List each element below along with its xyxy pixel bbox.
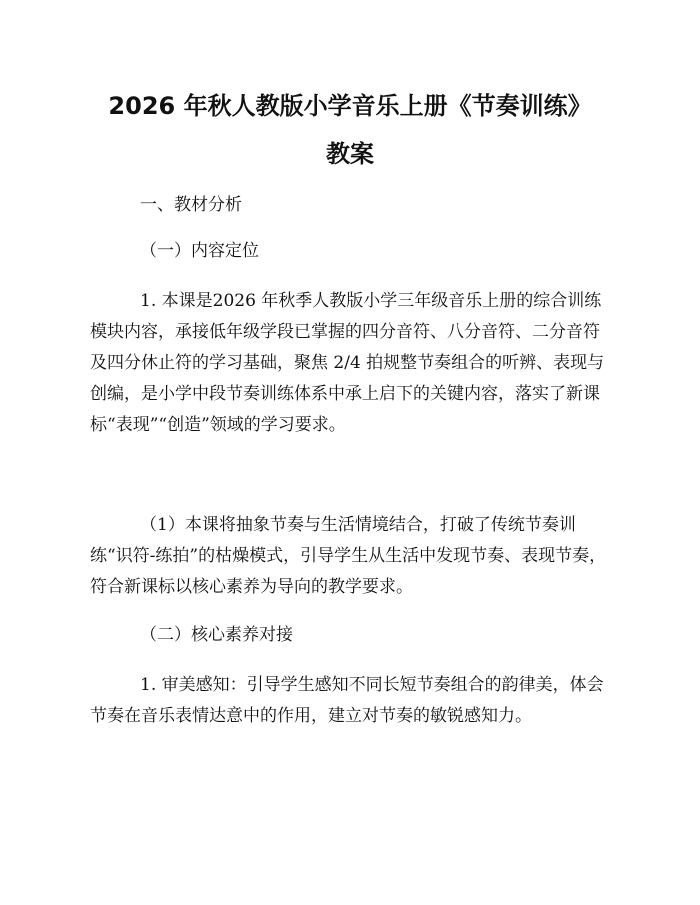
subsection-heading-core-literacy: （二）核心素养对接 <box>140 625 293 645</box>
section-heading-analysis: 一、教材分析 <box>140 195 242 215</box>
document-title-line2: 教案 <box>326 140 374 168</box>
document-title-line1: 2026 年秋人教版小学音乐上册《节奏训练》 <box>108 92 592 120</box>
subsection-heading-positioning: （一）内容定位 <box>140 241 259 261</box>
paragraph-innovation-note: （1）本课将抽象节奏与生活情境结合，打破了传统节奏训练“识符-练拍”的枯燥模式，引导学生从生活中发现节奏、表现节奏，符合新课标以核心素养为导向的教学要求。 <box>90 515 607 597</box>
paragraph-content-positioning: 1. 本课是2026 年秋季人教版小学三年级音乐上册的综合训练模块内容，承接低年级学段已掌握的四分音符、八分音符、二分音符及四分休止符的学习基础，聚焦 2/4 拍规整节奏组合的听辨、表现与创编，是小学中段节奏训练体系中承上启下的关键内容，落实了新课标“表现”“创造”领域的学习要求。 <box>90 291 605 435</box>
paragraph-aesthetic-perception: 1. 审美感知：引导学生感知不同长短节奏组合的韵律美，体会节奏在音乐表情达意中的作用，建立对节奏的敏锐感知力。 <box>90 675 604 726</box>
